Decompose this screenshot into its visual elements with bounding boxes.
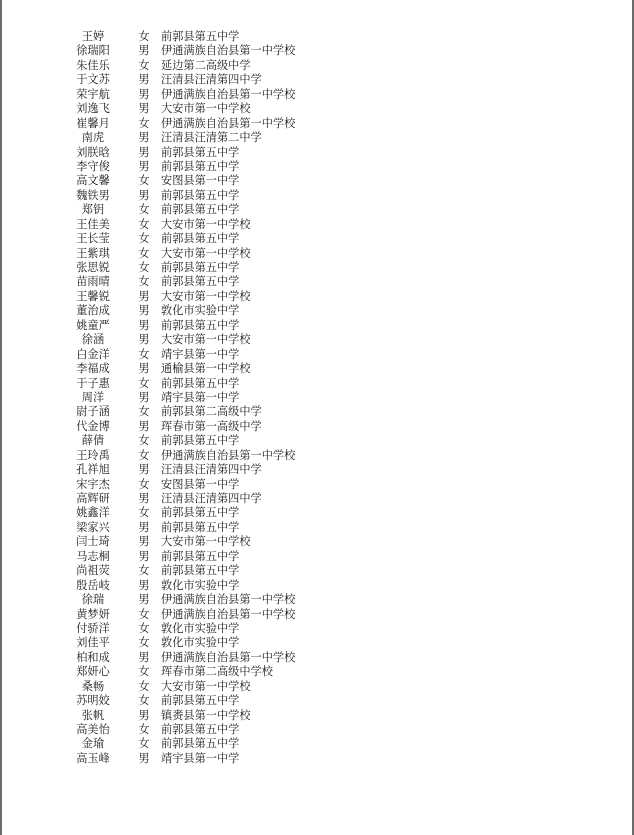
student-name: 付骄洋 [76, 621, 110, 635]
student-name: 郑钥 [81, 203, 105, 217]
student-gender: 男 [138, 145, 150, 159]
student-gender: 女 [138, 636, 150, 650]
student-school: 前郭县第五中学 [161, 694, 240, 708]
student-school: 大安市第一中学校 [161, 535, 251, 549]
roster-row [0, 247, 634, 261]
student-name: 于子惠 [76, 376, 110, 390]
student-school: 汪清县汪清第二中学 [161, 131, 262, 145]
student-name: 苏明姣 [76, 694, 110, 708]
roster-row [0, 535, 634, 549]
roster-row [0, 579, 634, 593]
student-name: 柏和成 [76, 650, 110, 664]
student-gender: 男 [138, 102, 150, 116]
roster-row [0, 651, 634, 665]
student-name: 苗雨晴 [76, 275, 110, 289]
student-gender: 女 [138, 347, 150, 361]
student-name: 高文馨 [76, 174, 110, 188]
roster-row [0, 377, 634, 391]
student-gender: 女 [138, 679, 150, 693]
student-gender: 男 [138, 73, 150, 87]
student-name: 金瑜 [81, 737, 105, 751]
student-school: 大安市第一中学校 [161, 217, 251, 231]
student-name: 王紫琪 [76, 246, 110, 260]
roster-row [0, 608, 634, 622]
student-school: 前郭县第五中学 [161, 159, 240, 173]
student-gender: 男 [138, 131, 150, 145]
student-name: 南虎 [81, 131, 105, 145]
student-school: 敦化市实验中学 [161, 621, 240, 635]
roster-row [0, 478, 634, 492]
roster-row [0, 102, 634, 116]
roster-row [0, 146, 634, 160]
student-gender: 女 [138, 694, 150, 708]
roster-row [0, 694, 634, 708]
student-name: 周洋 [81, 390, 105, 404]
student-gender: 男 [138, 419, 150, 433]
student-gender: 女 [138, 448, 150, 462]
student-gender: 女 [138, 261, 150, 274]
roster-row [0, 30, 634, 44]
student-gender: 男 [138, 578, 150, 592]
student-school: 靖宇县第一中学 [161, 751, 240, 765]
student-school: 大安市第一中学校 [161, 102, 251, 116]
student-school: 靖宇县第一中学 [161, 390, 240, 404]
student-gender: 女 [138, 737, 150, 751]
student-gender: 女 [138, 665, 150, 679]
student-school: 镇赉县第一中学校 [161, 708, 251, 722]
student-school: 安图县第一中学 [161, 477, 240, 491]
student-name: 徐瑞阳 [76, 44, 110, 58]
student-school: 前郭县第五中学 [161, 261, 240, 274]
student-school: 汪清县汪清第四中学 [161, 73, 262, 87]
roster-row [0, 564, 634, 578]
student-school: 前郭县第五中学 [161, 549, 240, 563]
student-school: 前郭县第五中学 [161, 520, 240, 534]
roster-row [0, 275, 634, 289]
student-name: 徐涵 [81, 333, 105, 347]
student-name: 董治成 [76, 304, 110, 318]
student-name: 王佳美 [76, 217, 110, 231]
student-name: 宋宇杰 [76, 477, 110, 491]
student-school: 珲春市第二高级中学校 [161, 665, 273, 679]
student-name: 殷岳岐 [76, 578, 110, 592]
student-gender: 男 [138, 463, 150, 477]
student-name: 刘朕晗 [76, 145, 110, 159]
roster-row [0, 463, 634, 477]
student-school: 前郭县第五中学 [161, 188, 240, 202]
roster-row [0, 434, 634, 448]
roster-row [0, 492, 634, 506]
student-gender: 女 [138, 275, 150, 289]
roster-row [0, 304, 634, 318]
roster-row [0, 680, 634, 694]
student-name: 姚童严 [76, 318, 110, 332]
student-school: 靖宇县第一中学 [161, 347, 240, 361]
student-name: 李守俊 [76, 159, 110, 173]
student-school: 珲春市第一高级中学 [161, 419, 262, 433]
student-gender: 女 [138, 30, 150, 43]
roster-row [0, 261, 634, 275]
roster-row [0, 160, 634, 174]
student-gender: 男 [138, 593, 150, 607]
student-gender: 女 [138, 434, 150, 448]
roster-row [0, 203, 634, 217]
student-school: 前郭县第五中学 [161, 434, 240, 448]
student-school: 前郭县第五中学 [161, 376, 240, 390]
student-school: 伊通满族自治县第一中学校 [161, 87, 296, 101]
student-gender: 女 [138, 232, 150, 246]
roster-row [0, 174, 634, 188]
student-name: 代金博 [76, 419, 110, 433]
student-school: 伊通满族自治县第一中学校 [161, 44, 296, 58]
roster-row [0, 73, 634, 87]
student-school: 前郭县第五中学 [161, 232, 240, 246]
student-name: 于文苏 [76, 73, 110, 87]
roster-row [0, 622, 634, 636]
student-school: 大安市第一中学校 [161, 333, 251, 347]
student-gender: 女 [138, 246, 150, 260]
student-school: 汪清县汪清第四中学 [161, 492, 262, 505]
roster-row [0, 723, 634, 737]
student-gender: 男 [138, 188, 150, 202]
student-name: 高美怡 [76, 723, 110, 736]
roster-row [0, 550, 634, 564]
student-gender: 男 [138, 390, 150, 404]
student-school: 前郭县第五中学 [161, 145, 240, 159]
student-gender: 男 [138, 362, 150, 376]
student-roster [0, 30, 634, 766]
roster-row [0, 405, 634, 419]
student-school: 前郭县第五中学 [161, 506, 240, 520]
student-school: 汪清县汪清第四中学 [161, 463, 262, 477]
student-name: 魏铁男 [76, 188, 110, 202]
student-gender: 女 [138, 203, 150, 217]
student-name: 姚鑫洋 [76, 506, 110, 520]
student-school: 伊通满族自治县第一中学校 [161, 607, 296, 621]
student-name: 李福成 [76, 362, 110, 376]
roster-row [0, 117, 634, 131]
student-gender: 女 [138, 405, 150, 419]
student-school: 大安市第一中学校 [161, 289, 251, 303]
roster-row [0, 362, 634, 376]
roster-row [0, 665, 634, 679]
student-name: 孔祥旭 [76, 463, 110, 477]
student-school: 敦化市实验中学 [161, 304, 240, 318]
roster-row [0, 737, 634, 751]
student-gender: 男 [138, 44, 150, 58]
student-name: 朱佳乐 [76, 58, 110, 72]
student-school: 大安市第一中学校 [161, 246, 251, 260]
student-gender: 女 [138, 376, 150, 390]
student-school: 通榆县第一中学校 [161, 362, 251, 376]
student-school: 伊通满族自治县第一中学校 [161, 116, 296, 130]
roster-row [0, 636, 634, 650]
roster-row [0, 752, 634, 766]
student-gender: 女 [138, 174, 150, 188]
student-gender: 男 [138, 304, 150, 318]
roster-row [0, 709, 634, 723]
student-gender: 女 [138, 477, 150, 491]
student-gender: 女 [138, 564, 150, 578]
student-gender: 男 [138, 520, 150, 534]
student-gender: 男 [138, 708, 150, 722]
roster-row [0, 59, 634, 73]
student-gender: 女 [138, 723, 150, 736]
student-name: 张帆 [81, 708, 105, 722]
student-name: 王玲禹 [76, 448, 110, 462]
roster-row [0, 189, 634, 203]
student-gender: 男 [138, 650, 150, 664]
roster-row [0, 521, 634, 535]
student-gender: 女 [138, 58, 150, 72]
roster-row [0, 593, 634, 607]
student-school: 前郭县第五中学 [161, 737, 240, 751]
student-gender: 男 [138, 318, 150, 332]
roster-row [0, 232, 634, 246]
student-name: 王长莹 [76, 232, 110, 246]
student-school: 敦化市实验中学 [161, 578, 240, 592]
student-name: 高辉研 [76, 492, 110, 505]
roster-row [0, 290, 634, 304]
student-school: 前郭县第五中学 [161, 723, 240, 736]
student-name: 黄梦妍 [76, 607, 110, 621]
student-school: 前郭县第二高级中学 [161, 405, 262, 419]
student-name: 徐瑞 [81, 593, 105, 607]
student-gender: 女 [138, 506, 150, 520]
student-name: 崔馨月 [76, 116, 110, 130]
student-gender: 男 [138, 751, 150, 765]
student-gender: 男 [138, 535, 150, 549]
student-name: 郑妍心 [76, 665, 110, 679]
roster-row [0, 391, 634, 405]
student-gender: 女 [138, 116, 150, 130]
student-name: 尉子涵 [76, 405, 110, 419]
student-gender: 男 [138, 549, 150, 563]
student-gender: 女 [138, 621, 150, 635]
roster-row [0, 218, 634, 232]
student-name: 王婷 [81, 30, 105, 43]
student-gender: 男 [138, 159, 150, 173]
student-school: 伊通满族自治县第一中学校 [161, 650, 296, 664]
student-name: 王馨锐 [76, 289, 110, 303]
student-name: 桑畅 [81, 679, 105, 693]
student-gender: 男 [138, 87, 150, 101]
roster-row [0, 449, 634, 463]
student-name: 刘佳平 [76, 636, 110, 650]
student-school: 敦化市实验中学 [161, 636, 240, 650]
student-school: 前郭县第五中学 [161, 318, 240, 332]
student-school: 安图县第一中学 [161, 174, 240, 188]
student-gender: 男 [138, 492, 150, 505]
roster-row [0, 319, 634, 333]
roster-row [0, 420, 634, 434]
student-school: 前郭县第五中学 [161, 203, 240, 217]
student-name: 高玉峰 [76, 751, 110, 765]
student-gender: 男 [138, 289, 150, 303]
student-school: 伊通满族自治县第一中学校 [161, 593, 296, 607]
student-school: 前郭县第五中学 [161, 275, 240, 289]
student-name: 马志桐 [76, 549, 110, 563]
student-gender: 男 [138, 333, 150, 347]
student-name: 张思锐 [76, 261, 110, 274]
student-name: 白金洋 [76, 347, 110, 361]
roster-row [0, 348, 634, 362]
student-school: 大安市第一中学校 [161, 679, 251, 693]
student-name: 梁家兴 [76, 520, 110, 534]
roster-row [0, 88, 634, 102]
roster-row [0, 333, 634, 347]
student-school: 前郭县第五中学 [161, 30, 240, 43]
student-name: 尚祖荧 [76, 564, 110, 578]
roster-row [0, 506, 634, 520]
student-school: 延边第二高级中学 [161, 58, 251, 72]
student-name: 荣宇航 [76, 87, 110, 101]
student-name: 薛倩 [81, 434, 105, 448]
student-name: 刘逸飞 [76, 102, 110, 116]
student-school: 伊通满族自治县第一中学校 [161, 448, 296, 462]
roster-row [0, 131, 634, 145]
student-gender: 女 [138, 217, 150, 231]
roster-row [0, 44, 634, 58]
student-name: 闫士琦 [76, 535, 110, 549]
student-school: 前郭县第五中学 [161, 564, 240, 578]
student-gender: 女 [138, 607, 150, 621]
